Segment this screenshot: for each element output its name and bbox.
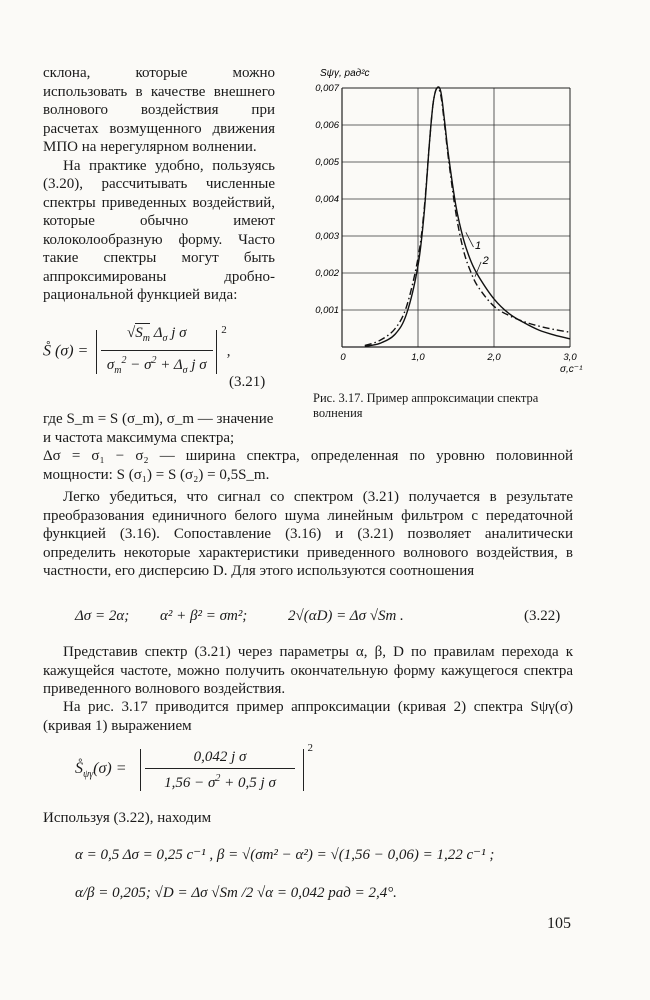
equation-3-21-number: (3.21): [229, 374, 266, 390]
series-line-2: [365, 88, 570, 346]
y-tick-label: 0,007: [315, 83, 339, 94]
x-tick-label: 1,0: [411, 352, 425, 363]
paragraph-1: склона, которые можно использовать в качестве внешнего волнового воздействия при расчетах возмущенного движения МПО на нерегулярном волнении.: [43, 65, 275, 155]
equation-3-22-number: (3.22): [524, 608, 561, 624]
chart-grid: [342, 88, 570, 347]
y-tick-label: 0,002: [315, 268, 339, 279]
curve-1-leader: [466, 232, 474, 247]
example-numerator: 0,042 j σ: [145, 748, 295, 769]
paragraph-5: На рис. 3.17 приводится пример аппроксимации (кривая 2) спектра Sψγ(σ) (кривая 1) выражением: [43, 699, 573, 734]
page-number: 105: [547, 915, 571, 932]
where-line-1: где S_m = S (σ_m), σ_m — значение: [43, 411, 274, 427]
curve-2-label: 2: [482, 254, 489, 267]
result-line-1: α = 0,5 Δσ = 0,25 c⁻¹ , β = √(σm² − α²) = √(1,56 − 0,06) = 1,22 c⁻¹ ;: [75, 847, 495, 863]
y-tick-label: 0,005: [315, 157, 339, 168]
equation-3-22-part3: 2√(αD) = Δσ √Sm .: [288, 608, 404, 624]
equation-3-21: S̊ (σ) = $\frac{√S_m \Delta_\sigma j \sigma}{\sigma_m^2 - \sigma^2 + \Delta_\sigma j \sigma}$ $^2$,: [43, 324, 231, 376]
equation-3-22-part1: Δσ = 2α;: [75, 608, 130, 624]
y-tick-label: 0,004: [315, 194, 339, 205]
paragraph-2: На практике удобно, пользуясь (3.20), рассчитывать численные спектры приведенных воздействий, которые обычно имеют колоколообразную форму. Часто такие спектры могут быть аппроксимированы дробно-рациональной функцией вида:: [43, 157, 275, 303]
x-axis-label: σ,c⁻¹: [560, 364, 583, 375]
where-line-4: мощности: S (σ₁) = S (σ₂) = 0,5S_m.: [43, 467, 270, 483]
curve-1-label: 1: [475, 240, 482, 253]
x-tick-label: 0: [340, 352, 346, 363]
paragraph-3: Легко убедиться, что сигнал со спектром (3.21) получается в результате преобразования единичного белого шума линейным фильтром с передаточной функцией (3.16). Сопоставление (3.16) и (3.21) позволяет аналитически определить некоторые характеристики приведенного волнового воздействия, в частности, его дисперсию D. Для этого используются соотношения: [43, 489, 573, 579]
y-tick-label: 0,003: [315, 231, 339, 242]
series-line-1: [365, 87, 570, 346]
equation-3-22-part2: α² + β² = σm²;: [160, 608, 248, 624]
figure-3-17: [310, 60, 585, 380]
where-line-3: Δσ = σ₁ − σ₂ — ширина спектра, определенная по уровню половинной: [43, 448, 573, 464]
chart-curves: [365, 87, 570, 346]
equation-example: $S̊_{\psi\gamma}(\sigma)$ = $\frac{\text{0,042 j σ}}{1,56 - \sigma^2 + 0,5 j \sigma}$ $^2$: [75, 742, 313, 791]
left-column-text: [43, 64, 275, 305]
result-line-2: α/β = 0,205; √D = Δσ √Sm /2 √α = 0,042 рад = 2,4°.: [75, 885, 397, 901]
y-tick-label: 0,006: [315, 120, 339, 131]
y-axis-label: Sψγ, рад²с: [320, 68, 370, 79]
example-denominator: $1,56 - \sigma^2 + 0,5$ j σ: [164, 772, 276, 791]
x-tick-label: 2,0: [487, 352, 501, 363]
figure-caption: Рис. 3.17. Пример аппроксимации спектра волнения: [313, 391, 539, 420]
chart-axes: [342, 88, 570, 347]
x-tick-label: 3,0: [563, 352, 577, 363]
where-line-2: и частота максимума спектра;: [43, 430, 235, 446]
paragraph-4: Представив спектр (3.21) через параметры α, β, D по правилам перехода к кажущейся частоте, можно получить окончательную форму кажущегося спектра приведенного волнового воздействия.: [43, 644, 573, 697]
chart-labels: [320, 68, 583, 375]
using-line: Используя (3.22), находим: [43, 810, 212, 826]
y-tick-label: 0,001: [315, 305, 339, 316]
